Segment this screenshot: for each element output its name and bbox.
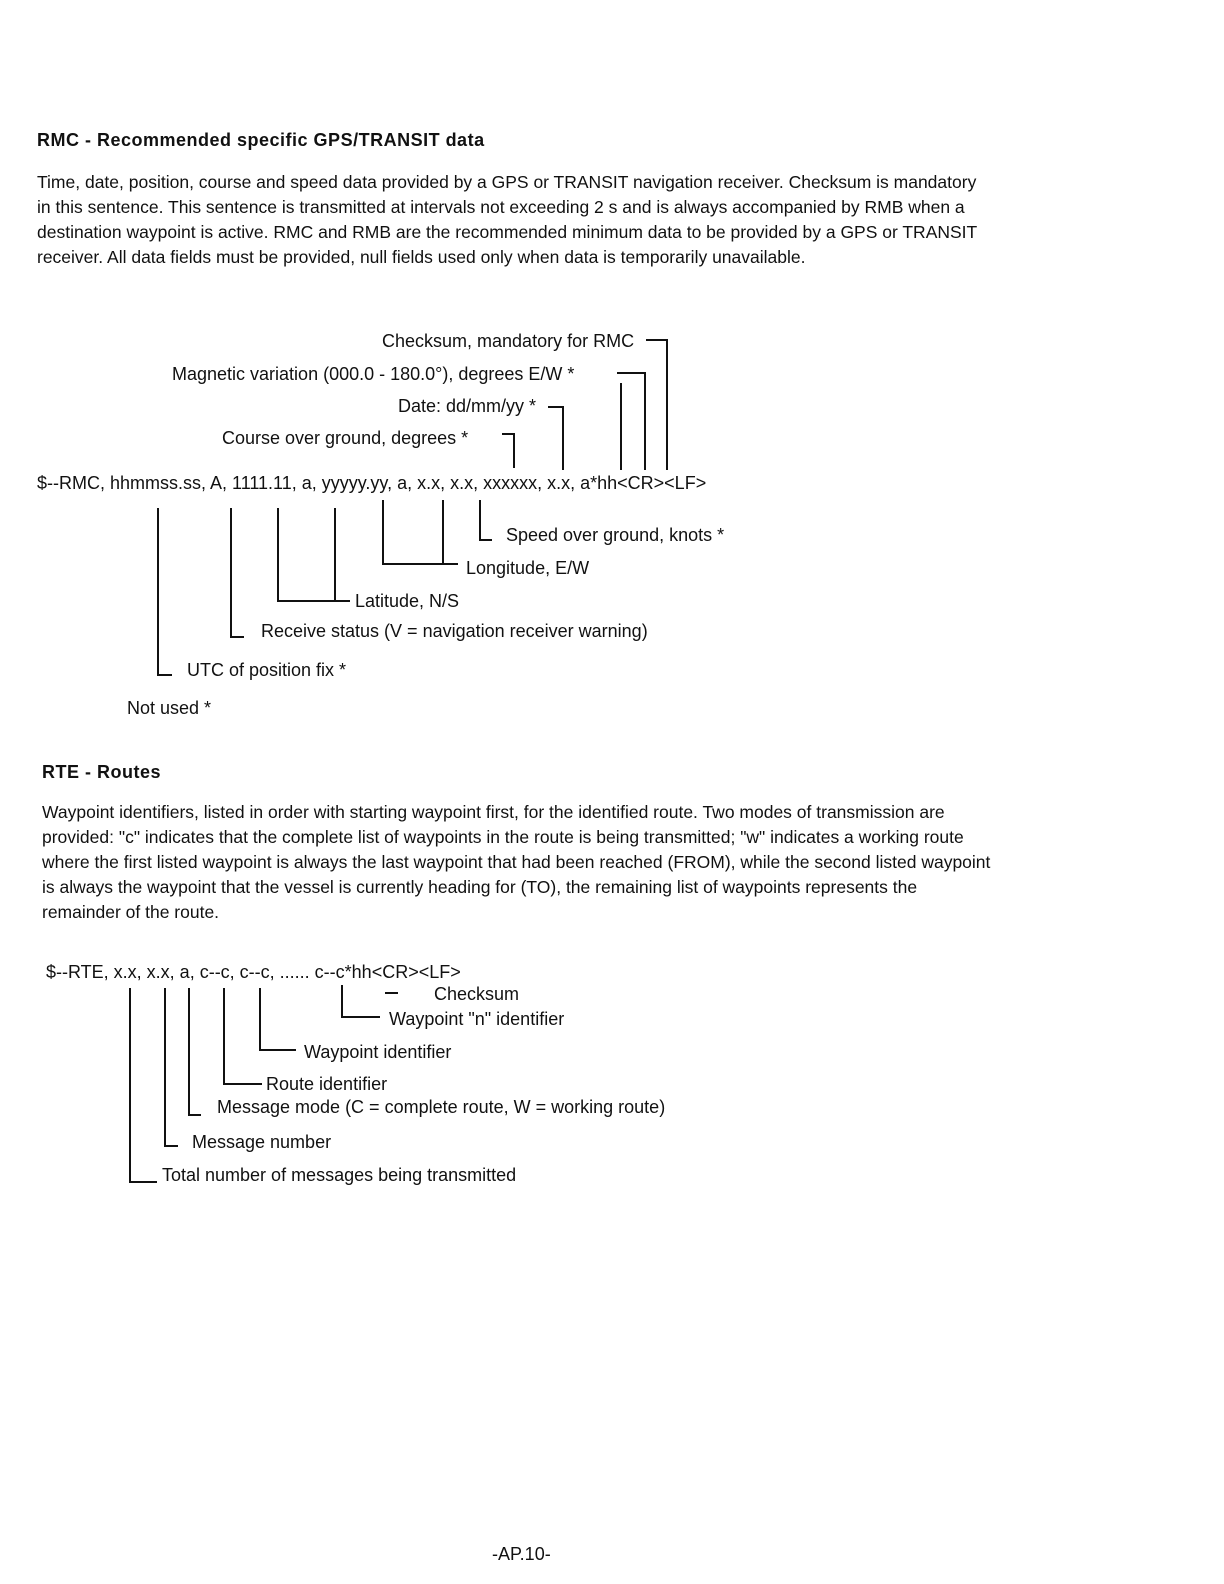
rmc-label-receive-status: Receive status (V = navigation receiver warning) [261, 621, 648, 641]
rmc-label-speed: Speed over ground, knots * [506, 525, 725, 545]
rte-connector-route [224, 988, 262, 1084]
rte-label-total-messages: Total number of messages being transmitted [162, 1165, 517, 1185]
rmc-connector-speed [480, 500, 492, 540]
rmc-connector-course [502, 434, 514, 468]
rte-label-checksum: Checksum [434, 984, 520, 1004]
rte-connector-total-messages [130, 988, 157, 1182]
rte-label-route: Route identifier [266, 1074, 388, 1094]
rmc-connector-utc [158, 508, 172, 675]
page-number: -AP.10- [492, 1544, 551, 1564]
rmc-label-date: Date: dd/mm/yy * [398, 396, 537, 416]
rmc-label-longitude: Longitude, E/W [466, 558, 590, 578]
rte-sentence: $--RTE, x.x, x.x, a, c--c, c--c, ...... c--c*hh<CR><LF> [46, 962, 461, 982]
rte-label-waypoint-n: Waypoint "n" identifier [389, 1009, 565, 1029]
rte-label-message-number: Message number [192, 1132, 332, 1152]
rte-description: Waypoint identifiers, listed in order with starting waypoint first, for the identified route. Two modes of transmission are provided: "c" indicates that the complete list of waypoints in the route is being transmitted; "w" indicates a working route where the first listed waypoint is always the last waypoint that had been reached (FROM), while the second listed waypoint is always the waypoint that the vessel is currently heading for (TO), the remaining list of waypoints represents the remainder of the route. [42, 802, 991, 922]
rmc-label-utc: UTC of position fix * [187, 660, 347, 680]
rmc-description: Time, date, position, course and speed data provided by a GPS or TRANSIT navigation receiver. Checksum is mandatory in this sentence. This sentence is transmitted at intervals not exceeding 2 s and is always accompanied by RMB when a destination waypoint is active. RMC and RMB are the recommended minimum data to be provided by a GPS or TRANSIT receiver. All data fields must be provided, null fields used only when data is temporarily unavailable. [37, 172, 977, 267]
rte-label-message-mode: Message mode (C = complete route, W = working route) [217, 1097, 666, 1117]
rmc-sentence: $--RMC, hhmmss.ss, A, 1111.11, a, yyyyy.yy, a, x.x, x.x, xxxxxx, x.x, a*hh<CR><LF> [37, 473, 707, 493]
rmc-label-not-used: Not used * [127, 698, 212, 718]
rmc-connector-receive-status [231, 508, 244, 637]
rte-label-waypoint: Waypoint identifier [304, 1042, 452, 1062]
rte-connector-waypoint [260, 988, 296, 1050]
rmc-connector-latitude [278, 508, 350, 601]
rmc-connector-date [548, 407, 563, 470]
rte-connector-message-number [165, 988, 178, 1146]
rmc-heading: RMC - Recommended specific GPS/TRANSIT data [37, 130, 485, 150]
rte-connector-message-mode [189, 988, 201, 1115]
rmc-connector-checksum [646, 340, 667, 470]
rte-heading: RTE - Routes [42, 762, 162, 782]
rmc-connector-longitude [383, 500, 458, 564]
rmc-label-latitude: Latitude, N/S [355, 591, 460, 611]
rte-connector-waypoint-n [342, 985, 380, 1017]
rmc-label-course: Course over ground, degrees * [222, 428, 469, 448]
rmc-label-checksum: Checksum, mandatory for RMC [382, 331, 635, 351]
rmc-label-magnetic-variation: Magnetic variation (000.0 - 180.0°), degrees E/W * [172, 364, 575, 384]
